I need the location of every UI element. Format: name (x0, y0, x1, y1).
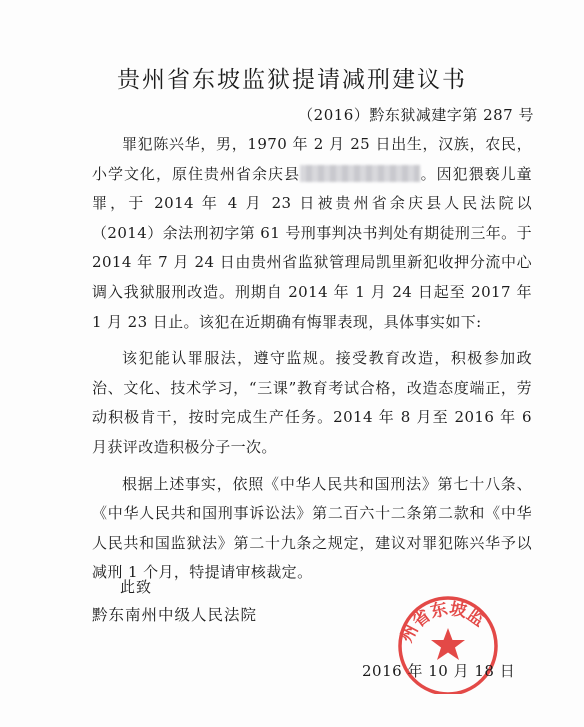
salutation: 此致 (120, 578, 153, 596)
paragraph-recommendation: 根据上述事实，依照《中华人民共和国刑法》第七十八条、《中华人民共和国刑事诉讼法》第二百六十二条第二款和《中华人民共和国监狱法》第二十九条之规定，建议对罪犯陈兴华予以减刑 1 个月，特提请审核裁定。 (92, 474, 532, 582)
redacted-address (300, 165, 420, 182)
document-title: 贵州省东坡监狱提请减刑建议书 (117, 67, 467, 93)
addressee: 黔东南州中级人民法院 (92, 606, 258, 624)
paragraph-facts-part-2: 。因犯猥亵儿童罪，于 2014 年 4 月 23 日被贵州省余庆县人民法院以（2014）余法刑初字第 61 号刑事判决书判处有期徒刑三年。于 2014 年 7 月 24 日由贵州省监狱管理局凯里新犯收押分流中心调入我狱服刑改造。刑期自 2014 年 1 月 24 日起至 2017 年 1 月 23 日止。该犯在近期确有悔罪表现，具体事实如下: (92, 164, 532, 331)
document-date: 2016 年 10 月 18 日 (362, 662, 516, 680)
paragraph-facts (92, 130, 532, 337)
paragraph-conduct: 该犯能认罪服法，遵守监规。接受教育改造，积极参加政治、文化、技术学习，“三课”教育考试合格，改造态度端正，劳动积极肯干，按时完成生产任务。2014 年 8 月至 2016 年 6 月获评改造积极分子一次。 (92, 349, 532, 456)
document-number: （2016）黔东狱减建字第 287 号 (298, 106, 534, 124)
document-body (92, 130, 532, 588)
seal-star-icon (431, 628, 465, 660)
seal-text: 州省东坡监 (396, 599, 489, 646)
paragraph-facts-part-1: 罪犯陈兴华，男，1970 年 2 月 25 日出生，汉族，农民，小学文化，原住贵州省余庆县 (92, 135, 532, 183)
